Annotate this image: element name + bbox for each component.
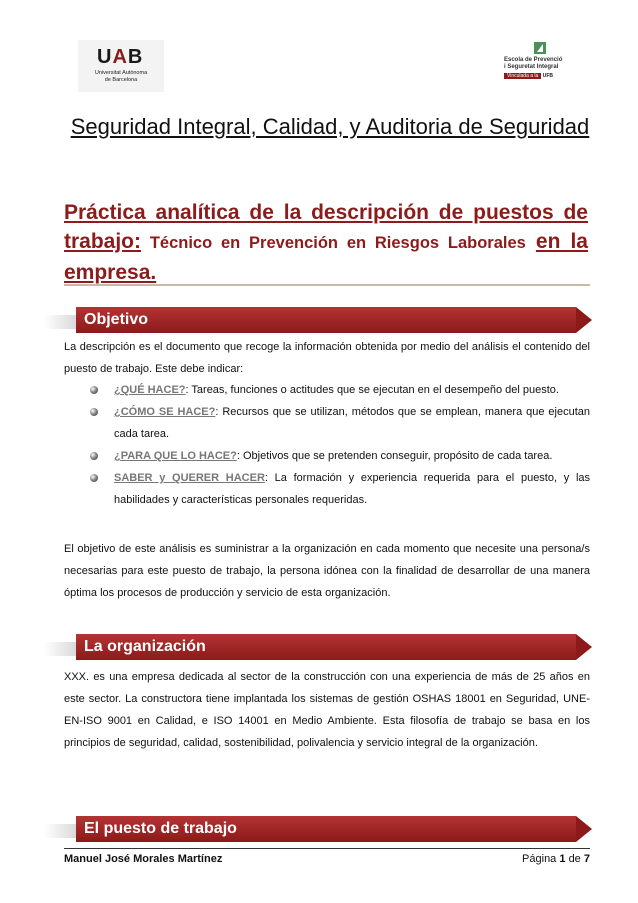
bullet-icon (90, 408, 98, 416)
section-heading-puesto: El puesto de trabajo (84, 820, 237, 837)
subtitle-end: en la empresa. (64, 230, 588, 284)
bullet-icon (90, 474, 98, 482)
section-heading-objetivo: Objetivo (84, 311, 149, 328)
document-subtitle (64, 198, 588, 287)
bullet-icon (90, 452, 98, 460)
footer-divider (64, 848, 590, 849)
subtitle-lead: Práctica analítica de la descripción de puestos de trabajo: (64, 201, 588, 253)
objetivo-closing: El objetivo de este análisis es suministrar a la organización en cada momento que necesite una persona/s necesarias para este puesto de trabajo, la persona idónea con la finalidad de desarrollar de una manera óptima los procesos de producción y servicio de esta organización. (64, 543, 590, 599)
footer-author: Manuel José Morales Martínez (64, 853, 223, 865)
subtitle-divider (64, 284, 590, 286)
subtitle-tail: Técnico en Prevención en Riesgos Laborales (141, 234, 526, 252)
organizacion-body: XXX. es una empresa dedicada al sector de la construcción con una experiencia de más de 25 años en este sector. La constructora tiene implantada los sistemas de gestión OSHAS 18001 en Seguridad, UNE-EN-ISO 9001 en Calidad, e ISO 14001 en Medio Ambiente. Esta filosofía de trabajo se basa en los principios de seguridad, calidad, sostenibilidad, polivalencia y servicio integral de la organización. (64, 671, 590, 749)
escola-logo-name: Escola de Prevenció i Seguretat Integral (504, 57, 563, 70)
list-item: ¿PARA QUE LO HACE?: Objetivos que se pretenden conseguir, propósito de cada tarea. (90, 445, 590, 467)
footer-page-number: Página 1 de 7 (522, 853, 590, 865)
section-banner-organizacion (76, 634, 594, 660)
escola-logo (500, 42, 580, 82)
uab-logo-mark: UAB (97, 46, 144, 68)
uab-logo-text: Universitat Autònoma de Barcelona (94, 70, 148, 83)
list-item: ¿QUÉ HACE?: Tareas, funciones o actitudes que se ejecutan en el desempeño del puesto. (90, 379, 590, 401)
section-banner-puesto (76, 816, 594, 842)
list-item: SABER y QUERER HACER: La formación y experiencia requerida para el puesto, y las habilidades y características personales requeridas. (90, 467, 590, 511)
section-heading-organizacion: La organización (84, 638, 206, 655)
objetivo-bullet-list (90, 379, 590, 511)
uab-logo (78, 40, 164, 92)
section-banner-objetivo (76, 307, 594, 333)
list-item: ¿CÓMO SE HACE?: Recursos que se utilizan, métodos que se emplean, manera que ejecutan cada tarea. (90, 401, 590, 445)
bullet-icon (90, 386, 98, 394)
objetivo-intro: La descripción es el documento que recoge la información obtenida por medio del análisis el contenido del puesto de trabajo. Este debe indicar: (64, 341, 590, 375)
document-title: Seguridad Integral, Calidad, y Auditoria de Seguridad (70, 114, 590, 139)
escola-logo-mark (534, 42, 546, 54)
escola-logo-tagline: Vinculada a la UFB (504, 73, 553, 79)
